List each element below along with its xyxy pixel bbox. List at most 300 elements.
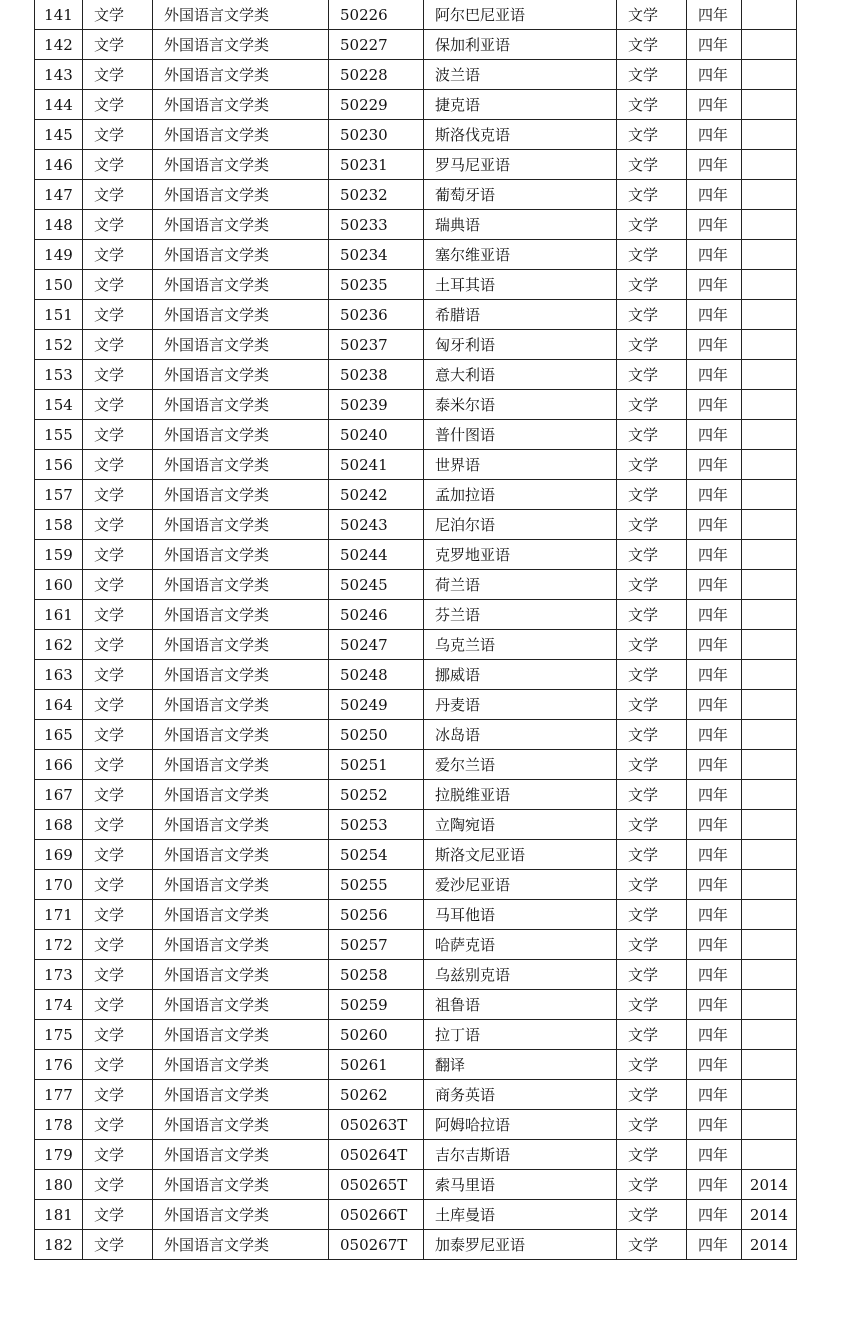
discipline-category-cell: 文学 — [83, 330, 153, 360]
added-year-cell — [742, 930, 797, 960]
row-number-cell: 145 — [35, 120, 83, 150]
discipline-category-cell: 文学 — [83, 1020, 153, 1050]
discipline-category-cell: 文学 — [83, 840, 153, 870]
table-row — [35, 720, 797, 750]
discipline-category-cell: 文学 — [83, 270, 153, 300]
major-code-cell: 50261 — [329, 1050, 424, 1080]
added-year-cell — [742, 60, 797, 90]
study-duration-cell: 四年 — [687, 30, 742, 60]
study-duration-cell: 四年 — [687, 660, 742, 690]
row-number-cell: 177 — [35, 1080, 83, 1110]
added-year-cell — [742, 360, 797, 390]
major-code-cell: 50235 — [329, 270, 424, 300]
discipline-class-cell: 外国语言文学类 — [153, 1080, 329, 1110]
discipline-category-cell: 文学 — [83, 660, 153, 690]
discipline-category-cell: 文学 — [83, 300, 153, 330]
row-number-cell: 178 — [35, 1110, 83, 1140]
added-year-cell — [742, 900, 797, 930]
row-number-cell: 157 — [35, 480, 83, 510]
degree-type-cell: 文学 — [617, 120, 687, 150]
major-code-cell: 50227 — [329, 30, 424, 60]
row-number-cell: 174 — [35, 990, 83, 1020]
table-row — [35, 750, 797, 780]
table-row — [35, 1140, 797, 1170]
study-duration-cell: 四年 — [687, 630, 742, 660]
degree-type-cell: 文学 — [617, 810, 687, 840]
discipline-category-cell: 文学 — [83, 690, 153, 720]
discipline-class-cell: 外国语言文学类 — [153, 930, 329, 960]
discipline-class-cell: 外国语言文学类 — [153, 840, 329, 870]
table-row — [35, 1170, 797, 1200]
degree-type-cell: 文学 — [617, 450, 687, 480]
row-number-cell: 158 — [35, 510, 83, 540]
discipline-class-cell: 外国语言文学类 — [153, 1110, 329, 1140]
discipline-category-cell: 文学 — [83, 1080, 153, 1110]
discipline-category-cell: 文学 — [83, 240, 153, 270]
added-year-cell — [742, 1080, 797, 1110]
degree-type-cell: 文学 — [617, 180, 687, 210]
major-code-cell: 50231 — [329, 150, 424, 180]
row-number-cell: 149 — [35, 240, 83, 270]
study-duration-cell: 四年 — [687, 1020, 742, 1050]
study-duration-cell: 四年 — [687, 480, 742, 510]
table-row — [35, 30, 797, 60]
discipline-class-cell: 外国语言文学类 — [153, 60, 329, 90]
major-code-cell: 50254 — [329, 840, 424, 870]
degree-type-cell: 文学 — [617, 840, 687, 870]
discipline-category-cell: 文学 — [83, 1200, 153, 1230]
major-code-cell: 50255 — [329, 870, 424, 900]
degree-type-cell: 文学 — [617, 90, 687, 120]
table-row — [35, 390, 797, 420]
row-number-cell: 173 — [35, 960, 83, 990]
discipline-class-cell: 外国语言文学类 — [153, 330, 329, 360]
major-code-cell: 50253 — [329, 810, 424, 840]
degree-type-cell: 文学 — [617, 960, 687, 990]
discipline-category-cell: 文学 — [83, 900, 153, 930]
degree-type-cell: 文学 — [617, 570, 687, 600]
major-name-cell: 意大利语 — [424, 360, 617, 390]
major-code-cell: 50228 — [329, 60, 424, 90]
major-name-cell: 爱尔兰语 — [424, 750, 617, 780]
discipline-category-cell: 文学 — [83, 990, 153, 1020]
discipline-class-cell: 外国语言文学类 — [153, 360, 329, 390]
major-name-cell: 孟加拉语 — [424, 480, 617, 510]
discipline-class-cell: 外国语言文学类 — [153, 210, 329, 240]
discipline-class-cell: 外国语言文学类 — [153, 480, 329, 510]
discipline-category-cell: 文学 — [83, 390, 153, 420]
study-duration-cell: 四年 — [687, 450, 742, 480]
discipline-class-cell: 外国语言文学类 — [153, 30, 329, 60]
added-year-cell — [742, 120, 797, 150]
row-number-cell: 144 — [35, 90, 83, 120]
row-number-cell: 163 — [35, 660, 83, 690]
discipline-class-cell: 外国语言文学类 — [153, 1200, 329, 1230]
major-name-cell: 捷克语 — [424, 90, 617, 120]
discipline-category-cell: 文学 — [83, 780, 153, 810]
major-name-cell: 哈萨克语 — [424, 930, 617, 960]
major-code-cell: 50258 — [329, 960, 424, 990]
discipline-category-cell: 文学 — [83, 210, 153, 240]
table-row — [35, 330, 797, 360]
discipline-category-cell: 文学 — [83, 1230, 153, 1260]
major-code-cell: 50237 — [329, 330, 424, 360]
table-row — [35, 60, 797, 90]
major-code-cell: 050265T — [329, 1170, 424, 1200]
discipline-category-cell: 文学 — [83, 1050, 153, 1080]
discipline-category-cell: 文学 — [83, 750, 153, 780]
study-duration-cell: 四年 — [687, 1170, 742, 1200]
study-duration-cell: 四年 — [687, 360, 742, 390]
added-year-cell — [742, 180, 797, 210]
discipline-class-cell: 外国语言文学类 — [153, 570, 329, 600]
discipline-category-cell: 文学 — [83, 810, 153, 840]
study-duration-cell: 四年 — [687, 180, 742, 210]
study-duration-cell: 四年 — [687, 330, 742, 360]
major-code-cell: 50243 — [329, 510, 424, 540]
study-duration-cell: 四年 — [687, 240, 742, 270]
discipline-category-cell: 文学 — [83, 450, 153, 480]
row-number-cell: 141 — [35, 0, 83, 30]
study-duration-cell: 四年 — [687, 720, 742, 750]
added-year-cell — [742, 630, 797, 660]
added-year-cell: 2014 — [742, 1200, 797, 1230]
row-number-cell: 170 — [35, 870, 83, 900]
study-duration-cell: 四年 — [687, 510, 742, 540]
table-row — [35, 540, 797, 570]
added-year-cell — [742, 870, 797, 900]
table-row — [35, 570, 797, 600]
degree-type-cell: 文学 — [617, 660, 687, 690]
table-row — [35, 480, 797, 510]
major-name-cell: 冰岛语 — [424, 720, 617, 750]
study-duration-cell: 四年 — [687, 900, 742, 930]
study-duration-cell: 四年 — [687, 990, 742, 1020]
study-duration-cell: 四年 — [687, 870, 742, 900]
added-year-cell — [742, 1140, 797, 1170]
degree-type-cell: 文学 — [617, 990, 687, 1020]
row-number-cell: 167 — [35, 780, 83, 810]
added-year-cell — [742, 420, 797, 450]
row-number-cell: 150 — [35, 270, 83, 300]
discipline-class-cell: 外国语言文学类 — [153, 630, 329, 660]
discipline-category-cell: 文学 — [83, 870, 153, 900]
table-row — [35, 1020, 797, 1050]
row-number-cell: 169 — [35, 840, 83, 870]
table-row — [35, 240, 797, 270]
degree-type-cell: 文学 — [617, 390, 687, 420]
major-name-cell: 希腊语 — [424, 300, 617, 330]
row-number-cell: 151 — [35, 300, 83, 330]
discipline-class-cell: 外国语言文学类 — [153, 600, 329, 630]
row-number-cell: 160 — [35, 570, 83, 600]
row-number-cell: 162 — [35, 630, 83, 660]
major-name-cell: 罗马尼亚语 — [424, 150, 617, 180]
row-number-cell: 143 — [35, 60, 83, 90]
added-year-cell — [742, 720, 797, 750]
table-row — [35, 1200, 797, 1230]
discipline-class-cell: 外国语言文学类 — [153, 810, 329, 840]
row-number-cell: 171 — [35, 900, 83, 930]
major-code-cell: 50240 — [329, 420, 424, 450]
row-number-cell: 165 — [35, 720, 83, 750]
table-row — [35, 360, 797, 390]
degree-type-cell: 文学 — [617, 600, 687, 630]
study-duration-cell: 四年 — [687, 1200, 742, 1230]
added-year-cell — [742, 960, 797, 990]
degree-type-cell: 文学 — [617, 300, 687, 330]
major-code-cell: 50245 — [329, 570, 424, 600]
major-name-cell: 芬兰语 — [424, 600, 617, 630]
major-name-cell: 尼泊尔语 — [424, 510, 617, 540]
major-code-cell: 050266T — [329, 1200, 424, 1230]
table-row — [35, 690, 797, 720]
row-number-cell: 176 — [35, 1050, 83, 1080]
major-code-cell: 50234 — [329, 240, 424, 270]
degree-type-cell: 文学 — [617, 930, 687, 960]
major-name-cell: 土库曼语 — [424, 1200, 617, 1230]
table-row — [35, 810, 797, 840]
added-year-cell — [742, 0, 797, 30]
added-year-cell — [742, 450, 797, 480]
degree-type-cell: 文学 — [617, 1080, 687, 1110]
degree-type-cell: 文学 — [617, 1230, 687, 1260]
added-year-cell — [742, 330, 797, 360]
added-year-cell — [742, 270, 797, 300]
table-row — [35, 1080, 797, 1110]
discipline-category-cell: 文学 — [83, 480, 153, 510]
added-year-cell — [742, 240, 797, 270]
discipline-class-cell: 外国语言文学类 — [153, 720, 329, 750]
discipline-class-cell: 外国语言文学类 — [153, 420, 329, 450]
discipline-class-cell: 外国语言文学类 — [153, 660, 329, 690]
row-number-cell: 155 — [35, 420, 83, 450]
degree-type-cell: 文学 — [617, 30, 687, 60]
row-number-cell: 164 — [35, 690, 83, 720]
discipline-category-cell: 文学 — [83, 630, 153, 660]
study-duration-cell: 四年 — [687, 780, 742, 810]
added-year-cell — [742, 30, 797, 60]
table-row — [35, 960, 797, 990]
major-name-cell: 乌兹别克语 — [424, 960, 617, 990]
study-duration-cell: 四年 — [687, 1080, 742, 1110]
major-name-cell: 乌克兰语 — [424, 630, 617, 660]
major-name-cell: 索马里语 — [424, 1170, 617, 1200]
major-name-cell: 吉尔吉斯语 — [424, 1140, 617, 1170]
study-duration-cell: 四年 — [687, 570, 742, 600]
discipline-category-cell: 文学 — [83, 510, 153, 540]
row-number-cell: 146 — [35, 150, 83, 180]
row-number-cell: 152 — [35, 330, 83, 360]
discipline-class-cell: 外国语言文学类 — [153, 270, 329, 300]
row-number-cell: 148 — [35, 210, 83, 240]
study-duration-cell: 四年 — [687, 1050, 742, 1080]
major-name-cell: 泰米尔语 — [424, 390, 617, 420]
degree-type-cell: 文学 — [617, 330, 687, 360]
degree-type-cell: 文学 — [617, 210, 687, 240]
degree-type-cell: 文学 — [617, 1050, 687, 1080]
major-name-cell: 葡萄牙语 — [424, 180, 617, 210]
added-year-cell — [742, 1020, 797, 1050]
added-year-cell — [742, 510, 797, 540]
major-code-cell: 50252 — [329, 780, 424, 810]
major-name-cell: 翻译 — [424, 1050, 617, 1080]
major-code-cell: 50251 — [329, 750, 424, 780]
study-duration-cell: 四年 — [687, 150, 742, 180]
major-catalog-table — [34, 0, 797, 1260]
added-year-cell: 2014 — [742, 1230, 797, 1260]
major-name-cell: 祖鲁语 — [424, 990, 617, 1020]
discipline-category-cell: 文学 — [83, 720, 153, 750]
row-number-cell: 175 — [35, 1020, 83, 1050]
discipline-class-cell: 外国语言文学类 — [153, 750, 329, 780]
degree-type-cell: 文学 — [617, 1200, 687, 1230]
discipline-class-cell: 外国语言文学类 — [153, 870, 329, 900]
table-row — [35, 1050, 797, 1080]
degree-type-cell: 文学 — [617, 270, 687, 300]
added-year-cell — [742, 750, 797, 780]
discipline-category-cell: 文学 — [83, 1170, 153, 1200]
discipline-class-cell: 外国语言文学类 — [153, 120, 329, 150]
table-row — [35, 600, 797, 630]
added-year-cell — [742, 480, 797, 510]
discipline-category-cell: 文学 — [83, 60, 153, 90]
added-year-cell — [742, 990, 797, 1020]
degree-type-cell: 文学 — [617, 510, 687, 540]
degree-type-cell: 文学 — [617, 1110, 687, 1140]
table-row — [35, 180, 797, 210]
major-name-cell: 波兰语 — [424, 60, 617, 90]
added-year-cell — [742, 90, 797, 120]
study-duration-cell: 四年 — [687, 690, 742, 720]
study-duration-cell: 四年 — [687, 120, 742, 150]
degree-type-cell: 文学 — [617, 0, 687, 30]
study-duration-cell: 四年 — [687, 930, 742, 960]
major-name-cell: 世界语 — [424, 450, 617, 480]
major-name-cell: 丹麦语 — [424, 690, 617, 720]
table-body — [35, 0, 797, 1260]
major-code-cell: 50256 — [329, 900, 424, 930]
added-year-cell — [742, 840, 797, 870]
table-row — [35, 930, 797, 960]
major-name-cell: 挪威语 — [424, 660, 617, 690]
study-duration-cell: 四年 — [687, 960, 742, 990]
discipline-class-cell: 外国语言文学类 — [153, 240, 329, 270]
discipline-category-cell: 文学 — [83, 1110, 153, 1140]
major-name-cell: 普什图语 — [424, 420, 617, 450]
table-row — [35, 420, 797, 450]
added-year-cell — [742, 1050, 797, 1080]
added-year-cell — [742, 810, 797, 840]
added-year-cell — [742, 780, 797, 810]
major-name-cell: 匈牙利语 — [424, 330, 617, 360]
degree-type-cell: 文学 — [617, 630, 687, 660]
major-code-cell: 50257 — [329, 930, 424, 960]
discipline-category-cell: 文学 — [83, 960, 153, 990]
discipline-class-cell: 外国语言文学类 — [153, 960, 329, 990]
major-code-cell: 50250 — [329, 720, 424, 750]
degree-type-cell: 文学 — [617, 750, 687, 780]
table-row — [35, 840, 797, 870]
row-number-cell: 182 — [35, 1230, 83, 1260]
row-number-cell: 159 — [35, 540, 83, 570]
added-year-cell — [742, 390, 797, 420]
major-name-cell: 土耳其语 — [424, 270, 617, 300]
discipline-class-cell: 外国语言文学类 — [153, 1020, 329, 1050]
row-number-cell: 153 — [35, 360, 83, 390]
degree-type-cell: 文学 — [617, 1140, 687, 1170]
degree-type-cell: 文学 — [617, 1020, 687, 1050]
discipline-class-cell: 外国语言文学类 — [153, 300, 329, 330]
major-code-cell: 050263T — [329, 1110, 424, 1140]
degree-type-cell: 文学 — [617, 1170, 687, 1200]
degree-type-cell: 文学 — [617, 720, 687, 750]
added-year-cell — [742, 300, 797, 330]
degree-type-cell: 文学 — [617, 900, 687, 930]
table-row — [35, 90, 797, 120]
degree-type-cell: 文学 — [617, 870, 687, 900]
table-row — [35, 510, 797, 540]
discipline-category-cell: 文学 — [83, 150, 153, 180]
discipline-class-cell: 外国语言文学类 — [153, 990, 329, 1020]
major-code-cell: 50247 — [329, 630, 424, 660]
degree-type-cell: 文学 — [617, 780, 687, 810]
study-duration-cell: 四年 — [687, 840, 742, 870]
major-name-cell: 拉脱维亚语 — [424, 780, 617, 810]
discipline-class-cell: 外国语言文学类 — [153, 450, 329, 480]
study-duration-cell: 四年 — [687, 750, 742, 780]
degree-type-cell: 文学 — [617, 540, 687, 570]
table-row — [35, 900, 797, 930]
degree-type-cell: 文学 — [617, 150, 687, 180]
major-name-cell: 拉丁语 — [424, 1020, 617, 1050]
discipline-class-cell: 外国语言文学类 — [153, 1170, 329, 1200]
major-name-cell: 克罗地亚语 — [424, 540, 617, 570]
study-duration-cell: 四年 — [687, 300, 742, 330]
major-catalog-table-container — [34, 0, 797, 1260]
study-duration-cell: 四年 — [687, 0, 742, 30]
degree-type-cell: 文学 — [617, 240, 687, 270]
study-duration-cell: 四年 — [687, 1110, 742, 1140]
major-name-cell: 阿尔巴尼亚语 — [424, 0, 617, 30]
major-name-cell: 斯洛文尼亚语 — [424, 840, 617, 870]
major-code-cell: 50244 — [329, 540, 424, 570]
row-number-cell: 154 — [35, 390, 83, 420]
table-row — [35, 870, 797, 900]
major-name-cell: 阿姆哈拉语 — [424, 1110, 617, 1140]
discipline-category-cell: 文学 — [83, 1140, 153, 1170]
row-number-cell: 156 — [35, 450, 83, 480]
table-row — [35, 300, 797, 330]
discipline-category-cell: 文学 — [83, 120, 153, 150]
table-row — [35, 630, 797, 660]
degree-type-cell: 文学 — [617, 690, 687, 720]
table-row — [35, 120, 797, 150]
row-number-cell: 181 — [35, 1200, 83, 1230]
study-duration-cell: 四年 — [687, 1230, 742, 1260]
table-row — [35, 780, 797, 810]
table-row — [35, 210, 797, 240]
added-year-cell — [742, 540, 797, 570]
degree-type-cell: 文学 — [617, 60, 687, 90]
added-year-cell — [742, 600, 797, 630]
discipline-category-cell: 文学 — [83, 600, 153, 630]
major-code-cell: 50241 — [329, 450, 424, 480]
major-name-cell: 商务英语 — [424, 1080, 617, 1110]
discipline-category-cell: 文学 — [83, 360, 153, 390]
table-row — [35, 660, 797, 690]
study-duration-cell: 四年 — [687, 90, 742, 120]
